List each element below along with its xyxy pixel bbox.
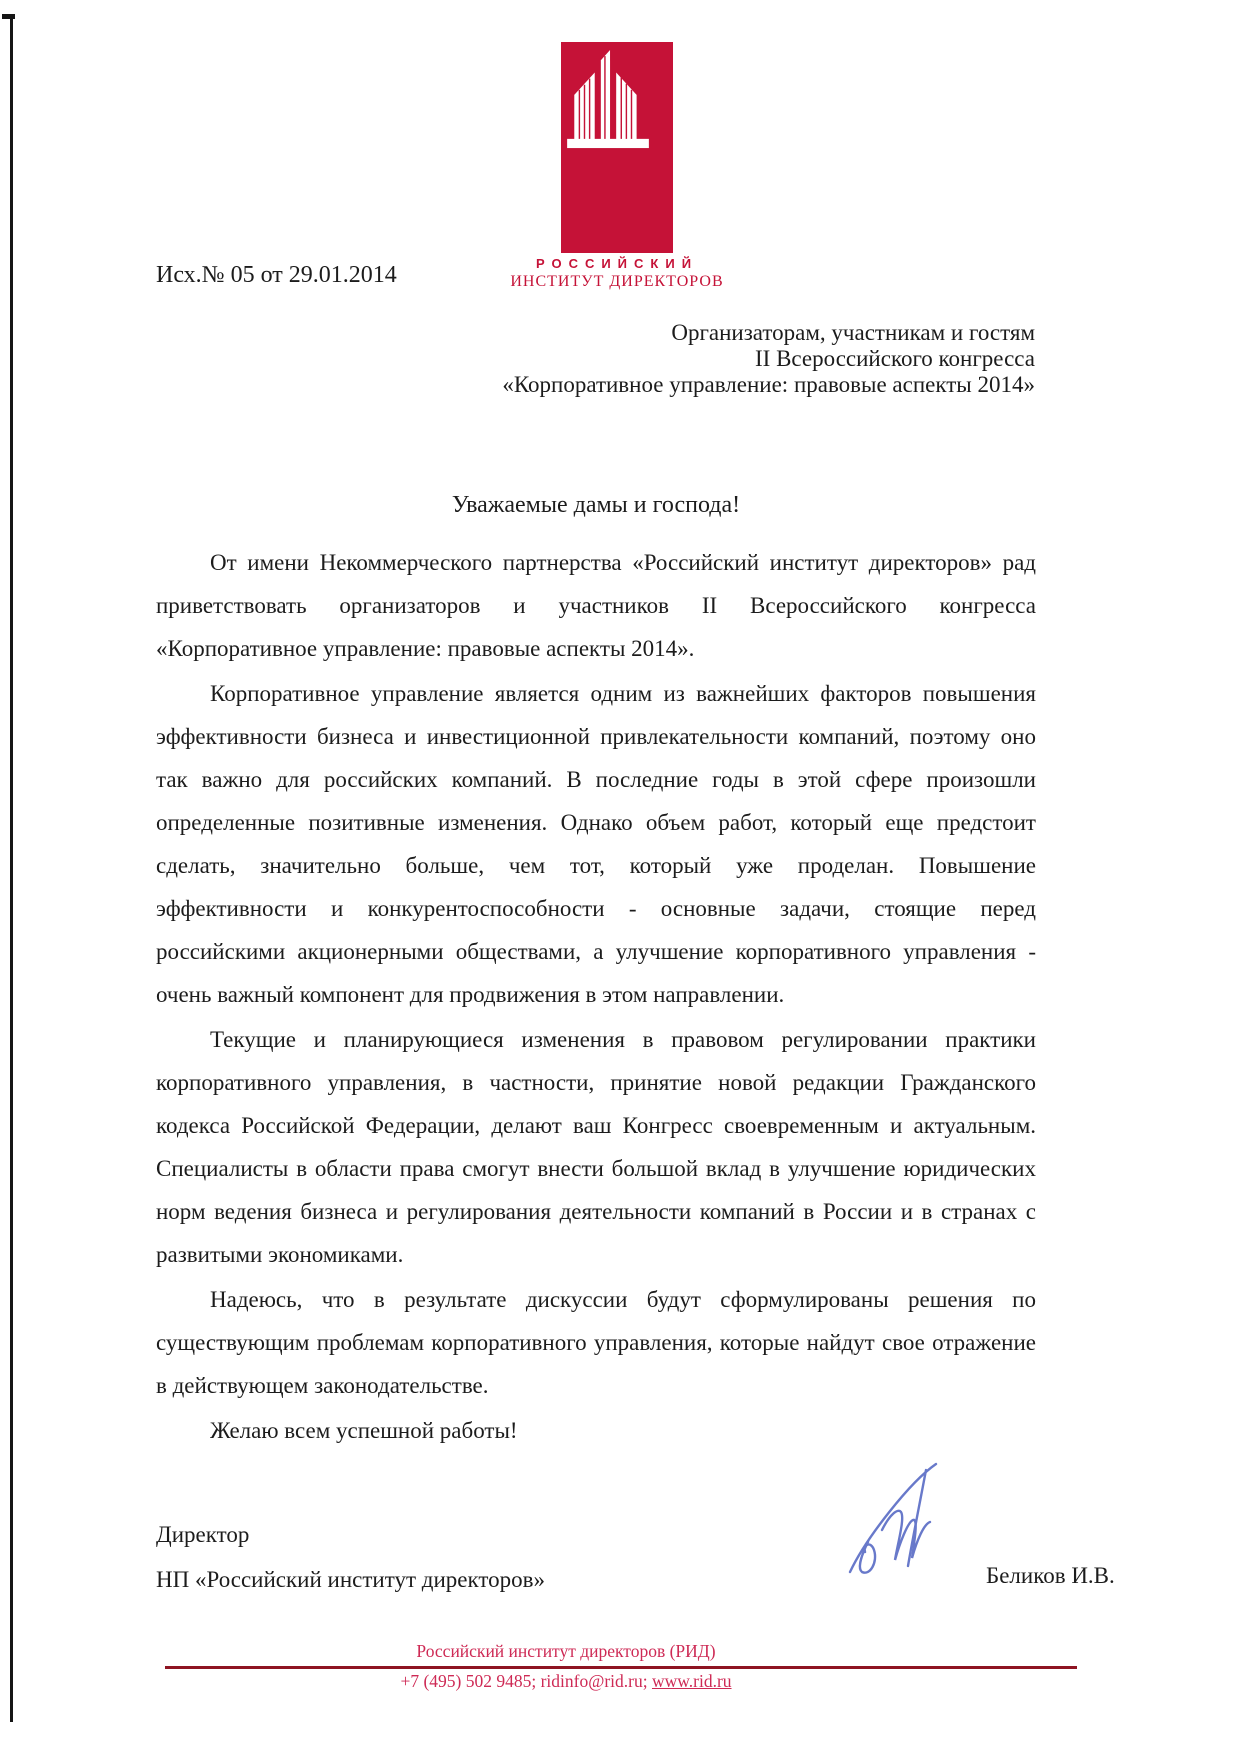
handwritten-signature — [838, 1458, 950, 1580]
rid-logo — [561, 42, 673, 253]
signer-title-block — [156, 1512, 545, 1602]
footer-phone-email: +7 (495) 502 9485; ridinfo@rid.ru; — [400, 1671, 652, 1691]
salutation: Уважаемые дамы и господа! — [451, 492, 741, 518]
addressee-line: Организаторам, участникам и гостям — [671, 320, 1035, 345]
addressee-line: «Корпоративное управление: правовые аспекты 2014» — [502, 372, 1035, 397]
outgoing-ref-number: Исх.№ 05 от 29.01.2014 — [156, 262, 397, 288]
paragraph: Текущие и планирующиеся изменения в правовом регулировании практики корпоративного управления, в частности, принятие новой редакции Гражданского кодекса Российской Федерации, делают ваш Конгресс своевременным и актуальным. Специалисты в области права смогут внести большой вклад в улучшение юридических норм ведения бизнеса и регулирования деятельности компаний в России и в странах с развитыми экономиками. — [156, 1027, 1036, 1267]
signer-org: НП «Российский институт директоров» — [156, 1567, 545, 1592]
rid-logo-emblem — [561, 39, 655, 157]
paragraph: От имени Некоммерческого партнерства «Российский институт директоров» рад приветствовать организаторов и участников II Всероссийского конгресса «Корпоративное управление: правовые аспекты 2014». — [156, 550, 1036, 661]
logo-text-institut-direktorov: ИНСТИТУТ ДИРЕКТОРОВ — [510, 273, 724, 290]
scan-artifact-tick — [2, 14, 15, 19]
paragraph: Корпоративное управление является одним из важнейших факторов повышения эффективности бизнеса и инвестиционной привлекательности компаний, поэтому оно так важно для российских компаний. В последние годы в этой сфере произошли определенные позитивные изменения. Однако объем работ, который еще предстоит сделать, значительно больше, чем тот, который уже проделан. Повышение эффективности и конкурентоспособности - основные задачи, стоящие перед российскими акционерными обществами, а улучшение корпоративного управления - очень важный компонент для продвижения в этом направлении. — [156, 681, 1036, 1007]
signer-name: Беликов И.В. — [986, 1563, 1115, 1588]
addressee-block — [475, 320, 1035, 398]
signer-title: Директор — [156, 1522, 250, 1547]
footer-website-link[interactable]: www.rid.ru — [651, 1671, 732, 1691]
addressee-line: II Всероссийского конгресса — [755, 346, 1035, 371]
logo-text-rossiysky: РОССИЙСКИЙ — [535, 256, 699, 271]
footer-divider — [165, 1666, 1077, 1669]
footer-contacts — [156, 1671, 976, 1692]
letter-body — [156, 541, 1036, 1454]
closing-line: Желаю всем успешной работы! — [210, 1418, 518, 1443]
scan-artifact-line — [10, 14, 13, 1722]
paragraph: Надеюсь, что в результате дискуссии будут сформулированы решения по существующим проблемам корпоративного управления, которые найдут свое отражение в действующем законодательстве. — [156, 1287, 1036, 1398]
footer-organization: Российский институт директоров (РИД) — [416, 1641, 716, 1661]
